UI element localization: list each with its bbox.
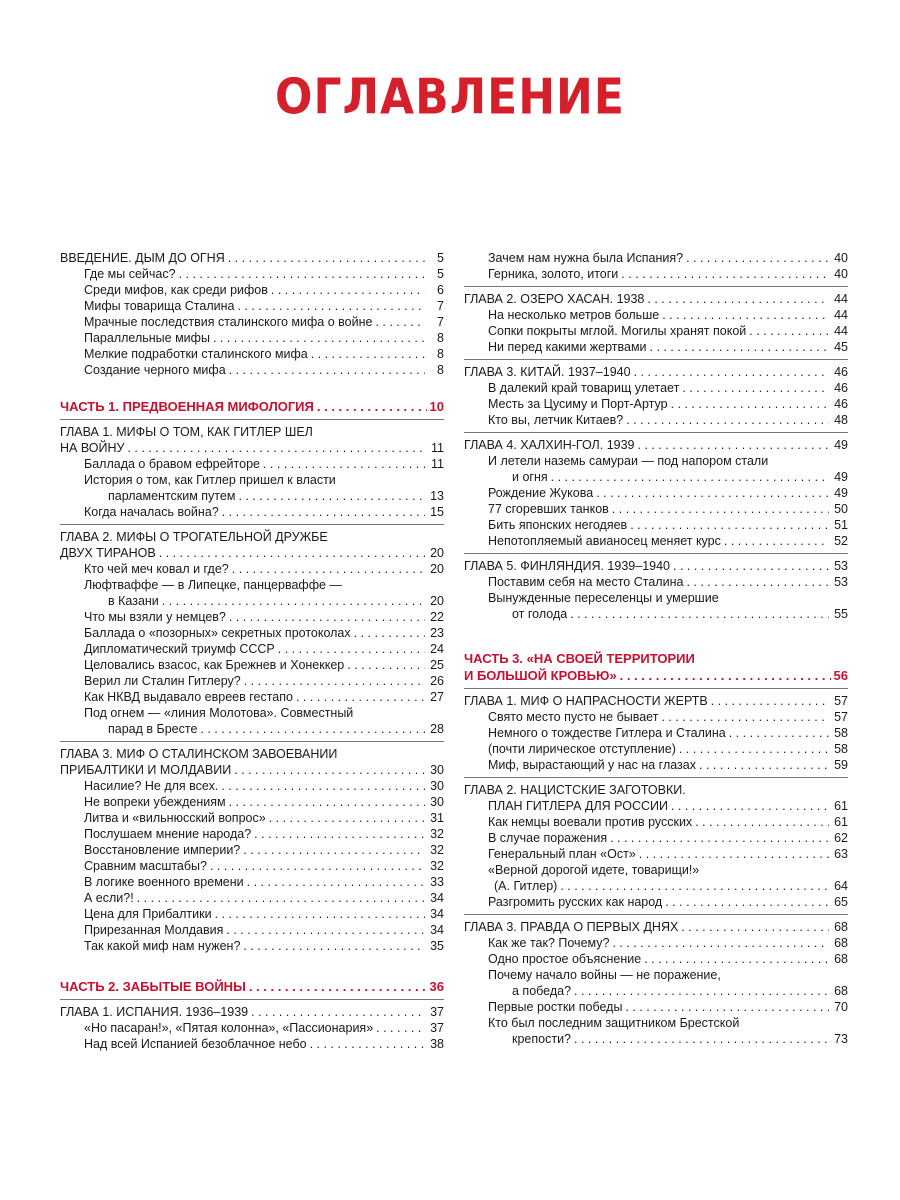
toc-item[interactable]: Свято место пусто не бывает . . . 57	[464, 709, 848, 725]
toc-item[interactable]: Первые ростки победы . . . 70	[464, 999, 848, 1015]
toc-item[interactable]: Как НКВД выдавало евреев гестапо . . . 27	[60, 689, 444, 705]
divider	[464, 688, 848, 689]
toc-item[interactable]: Кто вы, летчик Китаев? . . . 48	[464, 412, 848, 428]
toc-item-line[interactable]: Вынужденные переселенцы и умершие	[488, 591, 719, 605]
toc-item[interactable]: (почти лирическое отступление) . . . 58	[464, 741, 848, 757]
toc-item[interactable]: Среди мифов, как среди рифов . . . 6	[60, 282, 444, 298]
toc-item[interactable]: а победа? . . . 68	[464, 983, 848, 999]
toc-chapter-title[interactable]: ГЛАВА 1. МИФЫ О ТОМ, КАК ГИТЛЕР ШЕЛ	[60, 425, 313, 439]
toc-item[interactable]: Кто чей меч ковал и где? . . . 20	[60, 561, 444, 577]
toc-item[interactable]: Насилие? Не для всех. . . . 30	[60, 778, 444, 794]
toc-item[interactable]: Мрачные последствия сталинского мифа о войне . . . 7	[60, 314, 444, 330]
toc-item[interactable]: В логике военного времени . . . 33	[60, 874, 444, 890]
toc-item-line[interactable]: «Верной дорогой идете, товарищи!»	[488, 863, 700, 877]
toc-item[interactable]: Когда началась война? . . . 15	[60, 504, 444, 520]
toc-chapter[interactable]: НА ВОЙНУ . . . 11	[60, 440, 444, 456]
toc-item[interactable]: Над всей Испанией безоблачное небо . . . 38	[60, 1036, 444, 1052]
toc-chapter-title[interactable]: ГЛАВА 3. МИФ О СТАЛИНСКОМ ЗАВОЕВАНИИ	[60, 747, 338, 761]
toc-item-line[interactable]: История о том, как Гитлер пришел к власти	[84, 473, 336, 487]
divider	[60, 419, 444, 420]
toc-item-line[interactable]: Кто был последним защитником Брестской	[488, 1016, 740, 1030]
toc-item[interactable]: На несколько метров больше . . . 44	[464, 307, 848, 323]
toc-item[interactable]: Ни перед какими жертвами . . . 45	[464, 339, 848, 355]
divider	[60, 999, 444, 1000]
toc-part-2[interactable]: ЧАСТЬ 2. ЗАБЫТЫЕ ВОЙНЫ . . . 36	[60, 978, 444, 995]
toc-item[interactable]: Рождение Жукова . . . 49	[464, 485, 848, 501]
toc-item[interactable]: Герника, золото, итоги . . . 40	[464, 266, 848, 282]
toc-item[interactable]: Так какой миф нам нужен? . . . 35	[60, 938, 444, 954]
toc-item[interactable]: Цена для Прибалтики . . . 34	[60, 906, 444, 922]
toc-item[interactable]: Как немцы воевали против русских . . . 61	[464, 814, 848, 830]
toc-item[interactable]: крепости? . . . 73	[464, 1031, 848, 1047]
toc-item[interactable]: 77 сгоревших танков . . . 50	[464, 501, 848, 517]
toc-chapter[interactable]: ПРИБАЛТИКИ И МОЛДАВИИ . . . 30	[60, 762, 444, 778]
toc-item[interactable]: (А. Гитлер) . . . 64	[464, 878, 848, 894]
toc-item-line[interactable]: Почему начало войны — не поражение,	[488, 968, 721, 982]
toc-item[interactable]: Создание черного мифа . . . 8	[60, 362, 444, 378]
toc-item[interactable]: от голода . . . 55	[464, 606, 848, 622]
toc-part-1[interactable]: ЧАСТЬ 1. ПРЕДВОЕННАЯ МИФОЛОГИЯ . . . 10	[60, 398, 444, 415]
toc-item[interactable]: Миф, вырастающий у нас на глазах . . . 59	[464, 757, 848, 773]
divider	[60, 741, 444, 742]
toc-item-line[interactable]: Под огнем — «линия Молотова». Совместный	[84, 706, 354, 720]
toc-item[interactable]: Разгромить русских как народ . . . 65	[464, 894, 848, 910]
toc-item-line[interactable]: Люфтваффе — в Липецке, панцерваффе —	[84, 578, 342, 592]
toc-item[interactable]: А если?! . . . 34	[60, 890, 444, 906]
toc-item[interactable]: В случае поражения . . . 62	[464, 830, 848, 846]
toc-chapter[interactable]: ГЛАВА 2. ОЗЕРО ХАСАН. 1938 . . . 44	[464, 291, 848, 307]
toc-chapter[interactable]: ПЛАН ГИТЛЕРА ДЛЯ РОССИИ . . . 61	[464, 798, 848, 814]
toc-item[interactable]: Сравним масштабы? . . . 32	[60, 858, 444, 874]
toc-item[interactable]: Зачем нам нужна была Испания? . . . 40	[464, 250, 848, 266]
toc-item[interactable]: Что мы взяли у немцев? . . . 22	[60, 609, 444, 625]
toc-item[interactable]: в Казани . . . 20	[60, 593, 444, 609]
toc-chapter[interactable]: ГЛАВА 4. ХАЛХИН-ГОЛ. 1939 . . . 49	[464, 437, 848, 453]
toc-item[interactable]: Мелкие подработки сталинского мифа . . . 8	[60, 346, 444, 362]
toc-part-3-title[interactable]: ЧАСТЬ 3. «НА СВОЕЙ ТЕРРИТОРИИ	[464, 651, 695, 666]
divider	[464, 286, 848, 287]
toc-item[interactable]: Как же так? Почему? . . . 68	[464, 935, 848, 951]
toc-item[interactable]: Параллельные мифы . . . 8	[60, 330, 444, 346]
toc-item[interactable]: Дипломатический триумф СССР . . . 24	[60, 641, 444, 657]
toc-item[interactable]: Одно простое объяснение . . . 68	[464, 951, 848, 967]
toc-item[interactable]: Непотопляемый авианосец меняет курс . . . 52	[464, 533, 848, 549]
toc-item[interactable]: Верил ли Сталин Гитлеру? . . . 26	[60, 673, 444, 689]
toc-chapter-title[interactable]: ГЛАВА 2. НАЦИСТСКИЕ ЗАГОТОВКИ.	[464, 783, 686, 797]
toc-item[interactable]: и огня . . . 49	[464, 469, 848, 485]
toc-item[interactable]: парад в Бресте . . . 28	[60, 721, 444, 737]
toc-chapter[interactable]: ГЛАВА 1. МИФ О НАПРАСНОСТИ ЖЕРТВ . . . 57	[464, 693, 848, 709]
toc-chapter[interactable]: ГЛАВА 3. ПРАВДА О ПЕРВЫХ ДНЯХ . . . 68	[464, 919, 848, 935]
toc-item[interactable]: В далекий край товарищ улетает . . . 46	[464, 380, 848, 396]
divider	[464, 914, 848, 915]
toc-chapter[interactable]: ГЛАВА 3. КИТАЙ. 1937–1940 . . . 46	[464, 364, 848, 380]
toc-item[interactable]: Баллада о «позорных» секретных протоколах . . . 23	[60, 625, 444, 641]
divider	[464, 553, 848, 554]
toc-item[interactable]: Прирезанная Молдавия . . . 34	[60, 922, 444, 938]
toc-item[interactable]: Баллада о бравом ефрейторе . . . 11	[60, 456, 444, 472]
toc-item[interactable]: Послушаем мнение народа? . . . 32	[60, 826, 444, 842]
toc-item[interactable]: «Но пасаран!», «Пятая колонна», «Пассионария» . . . 37	[60, 1020, 444, 1036]
toc-intro[interactable]: ВВЕДЕНИЕ. ДЫМ ДО ОГНЯ . . . 5	[60, 250, 444, 266]
toc-left-column	[60, 250, 444, 1052]
toc-item[interactable]: Бить японских негодяев . . . 51	[464, 517, 848, 533]
divider	[464, 777, 848, 778]
toc-item[interactable]: Восстановление империи? . . . 32	[60, 842, 444, 858]
divider	[464, 432, 848, 433]
divider	[464, 359, 848, 360]
toc-chapter-title[interactable]: ГЛАВА 2. МИФЫ О ТРОГАТЕЛЬНОЙ ДРУЖБЕ	[60, 530, 328, 544]
toc-item[interactable]: Поставим себя на место Сталина . . . 53	[464, 574, 848, 590]
toc-item[interactable]: парламентским путем . . . 13	[60, 488, 444, 504]
page-title: ОГЛАВЛЕНИЕ	[275, 68, 625, 127]
toc-item[interactable]: Генеральный план «Ост» . . . 63	[464, 846, 848, 862]
toc-chapter[interactable]: ДВУХ ТИРАНОВ . . . 20	[60, 545, 444, 561]
toc-item[interactable]: Сопки покрыты мглой. Могилы хранят покой . . . 44	[464, 323, 848, 339]
divider	[60, 524, 444, 525]
toc-item[interactable]: Не вопреки убеждениям . . . 30	[60, 794, 444, 810]
toc-part-3[interactable]: И БОЛЬШОЙ КРОВЬЮ» . . . 56	[464, 667, 848, 684]
toc-item[interactable]: Целовались взасос, как Брежнев и Хонеккер . . . 25	[60, 657, 444, 673]
toc-item[interactable]: Месть за Цусиму и Порт-Артур . . . 46	[464, 396, 848, 412]
toc-right-column	[464, 250, 848, 1047]
toc-item[interactable]: Немного о тождестве Гитлера и Сталина . . . 58	[464, 725, 848, 741]
toc-item[interactable]: Где мы сейчас? . . . 5	[60, 266, 444, 282]
toc-chapter[interactable]: ГЛАВА 5. ФИНЛЯНДИЯ. 1939–1940 . . . 53	[464, 558, 848, 574]
toc-chapter[interactable]: ГЛАВА 1. ИСПАНИЯ. 1936–1939 . . . 37	[60, 1004, 444, 1020]
toc-item[interactable]: Литва и «вильнюсский вопрос» . . . 31	[60, 810, 444, 826]
toc-item[interactable]: Мифы товарища Сталина . . . 7	[60, 298, 444, 314]
toc-item-line[interactable]: И летели наземь самураи — под напором стали	[488, 454, 769, 468]
